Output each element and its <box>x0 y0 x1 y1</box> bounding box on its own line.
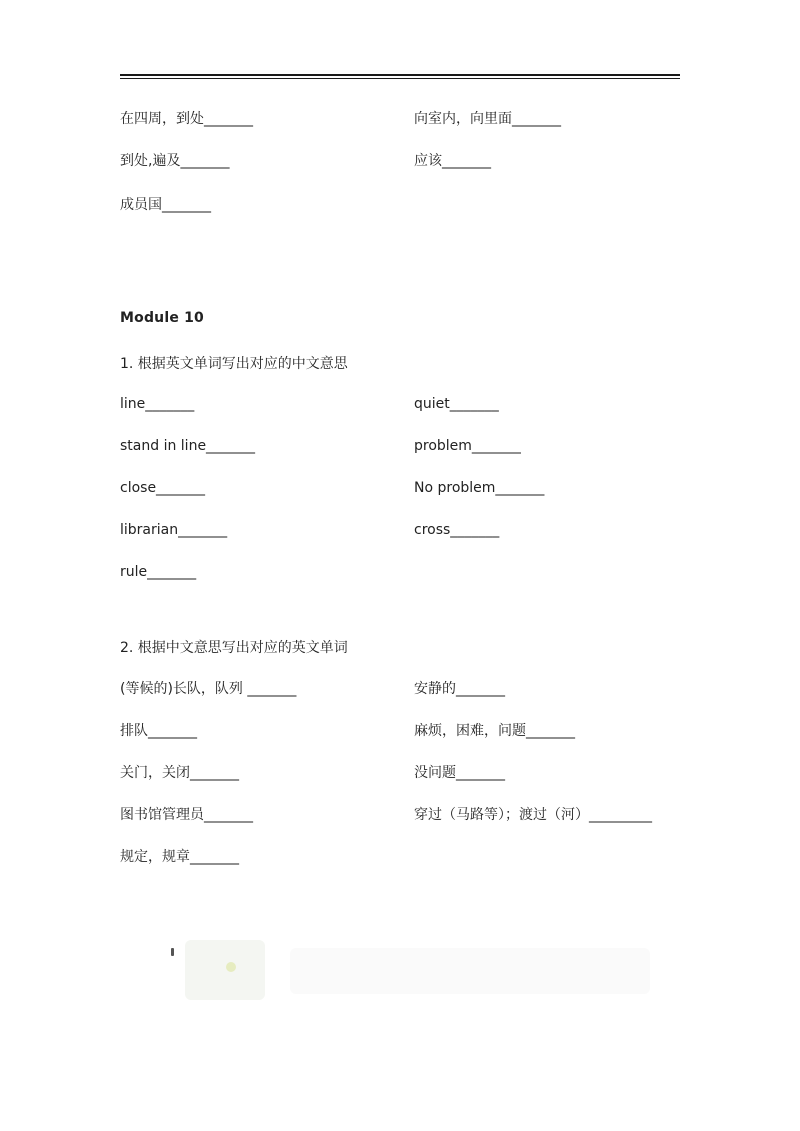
worksheet-item: 应该_______ <box>414 153 491 169</box>
worksheet-item: stand in line_______ <box>120 438 256 454</box>
worksheet-item: 向室内，向里面_______ <box>414 111 561 127</box>
worksheet-item: problem_______ <box>414 438 521 454</box>
worksheet-item: 成员国_______ <box>120 197 211 213</box>
worksheet-item: 穿过（马路等）；渡过（河）_________ <box>414 807 652 823</box>
section-2-title: 2. 根据中文意思写出对应的英文单词 <box>120 640 348 656</box>
worksheet-item: cross_______ <box>414 522 500 538</box>
worksheet-item: 在四周，到处_______ <box>120 111 253 127</box>
worksheet-item: 没问题_______ <box>414 765 505 781</box>
worksheet-item: No problem_______ <box>414 480 545 496</box>
module-title: Module 10 <box>120 310 204 326</box>
worksheet-item: rule_______ <box>120 564 197 580</box>
worksheet-item: quiet_______ <box>414 396 499 412</box>
worksheet-item: 到处,遍及_______ <box>120 153 230 169</box>
worksheet-item: line_______ <box>120 396 195 412</box>
worksheet-item: 麻烦，困难，问题_______ <box>414 723 575 739</box>
worksheet-item: (等候的)长队，队列 _______ <box>120 681 297 697</box>
header-rule-thick <box>120 74 680 76</box>
worksheet-item: 关门，关闭_______ <box>120 765 239 781</box>
worksheet-item: 安静的_______ <box>414 681 505 697</box>
scan-artifact <box>226 962 236 972</box>
scan-artifact <box>185 940 265 1000</box>
scan-artifact <box>171 948 174 956</box>
worksheet-item: 图书馆管理员_______ <box>120 807 253 823</box>
header-rule-thin <box>120 78 680 79</box>
scan-artifact <box>290 948 650 994</box>
section-1-title: 1. 根据英文单词写出对应的中文意思 <box>120 356 348 372</box>
worksheet-item: librarian_______ <box>120 522 228 538</box>
worksheet-item: 排队_______ <box>120 723 197 739</box>
worksheet-item: close_______ <box>120 480 206 496</box>
worksheet-item: 规定，规章_______ <box>120 849 239 865</box>
